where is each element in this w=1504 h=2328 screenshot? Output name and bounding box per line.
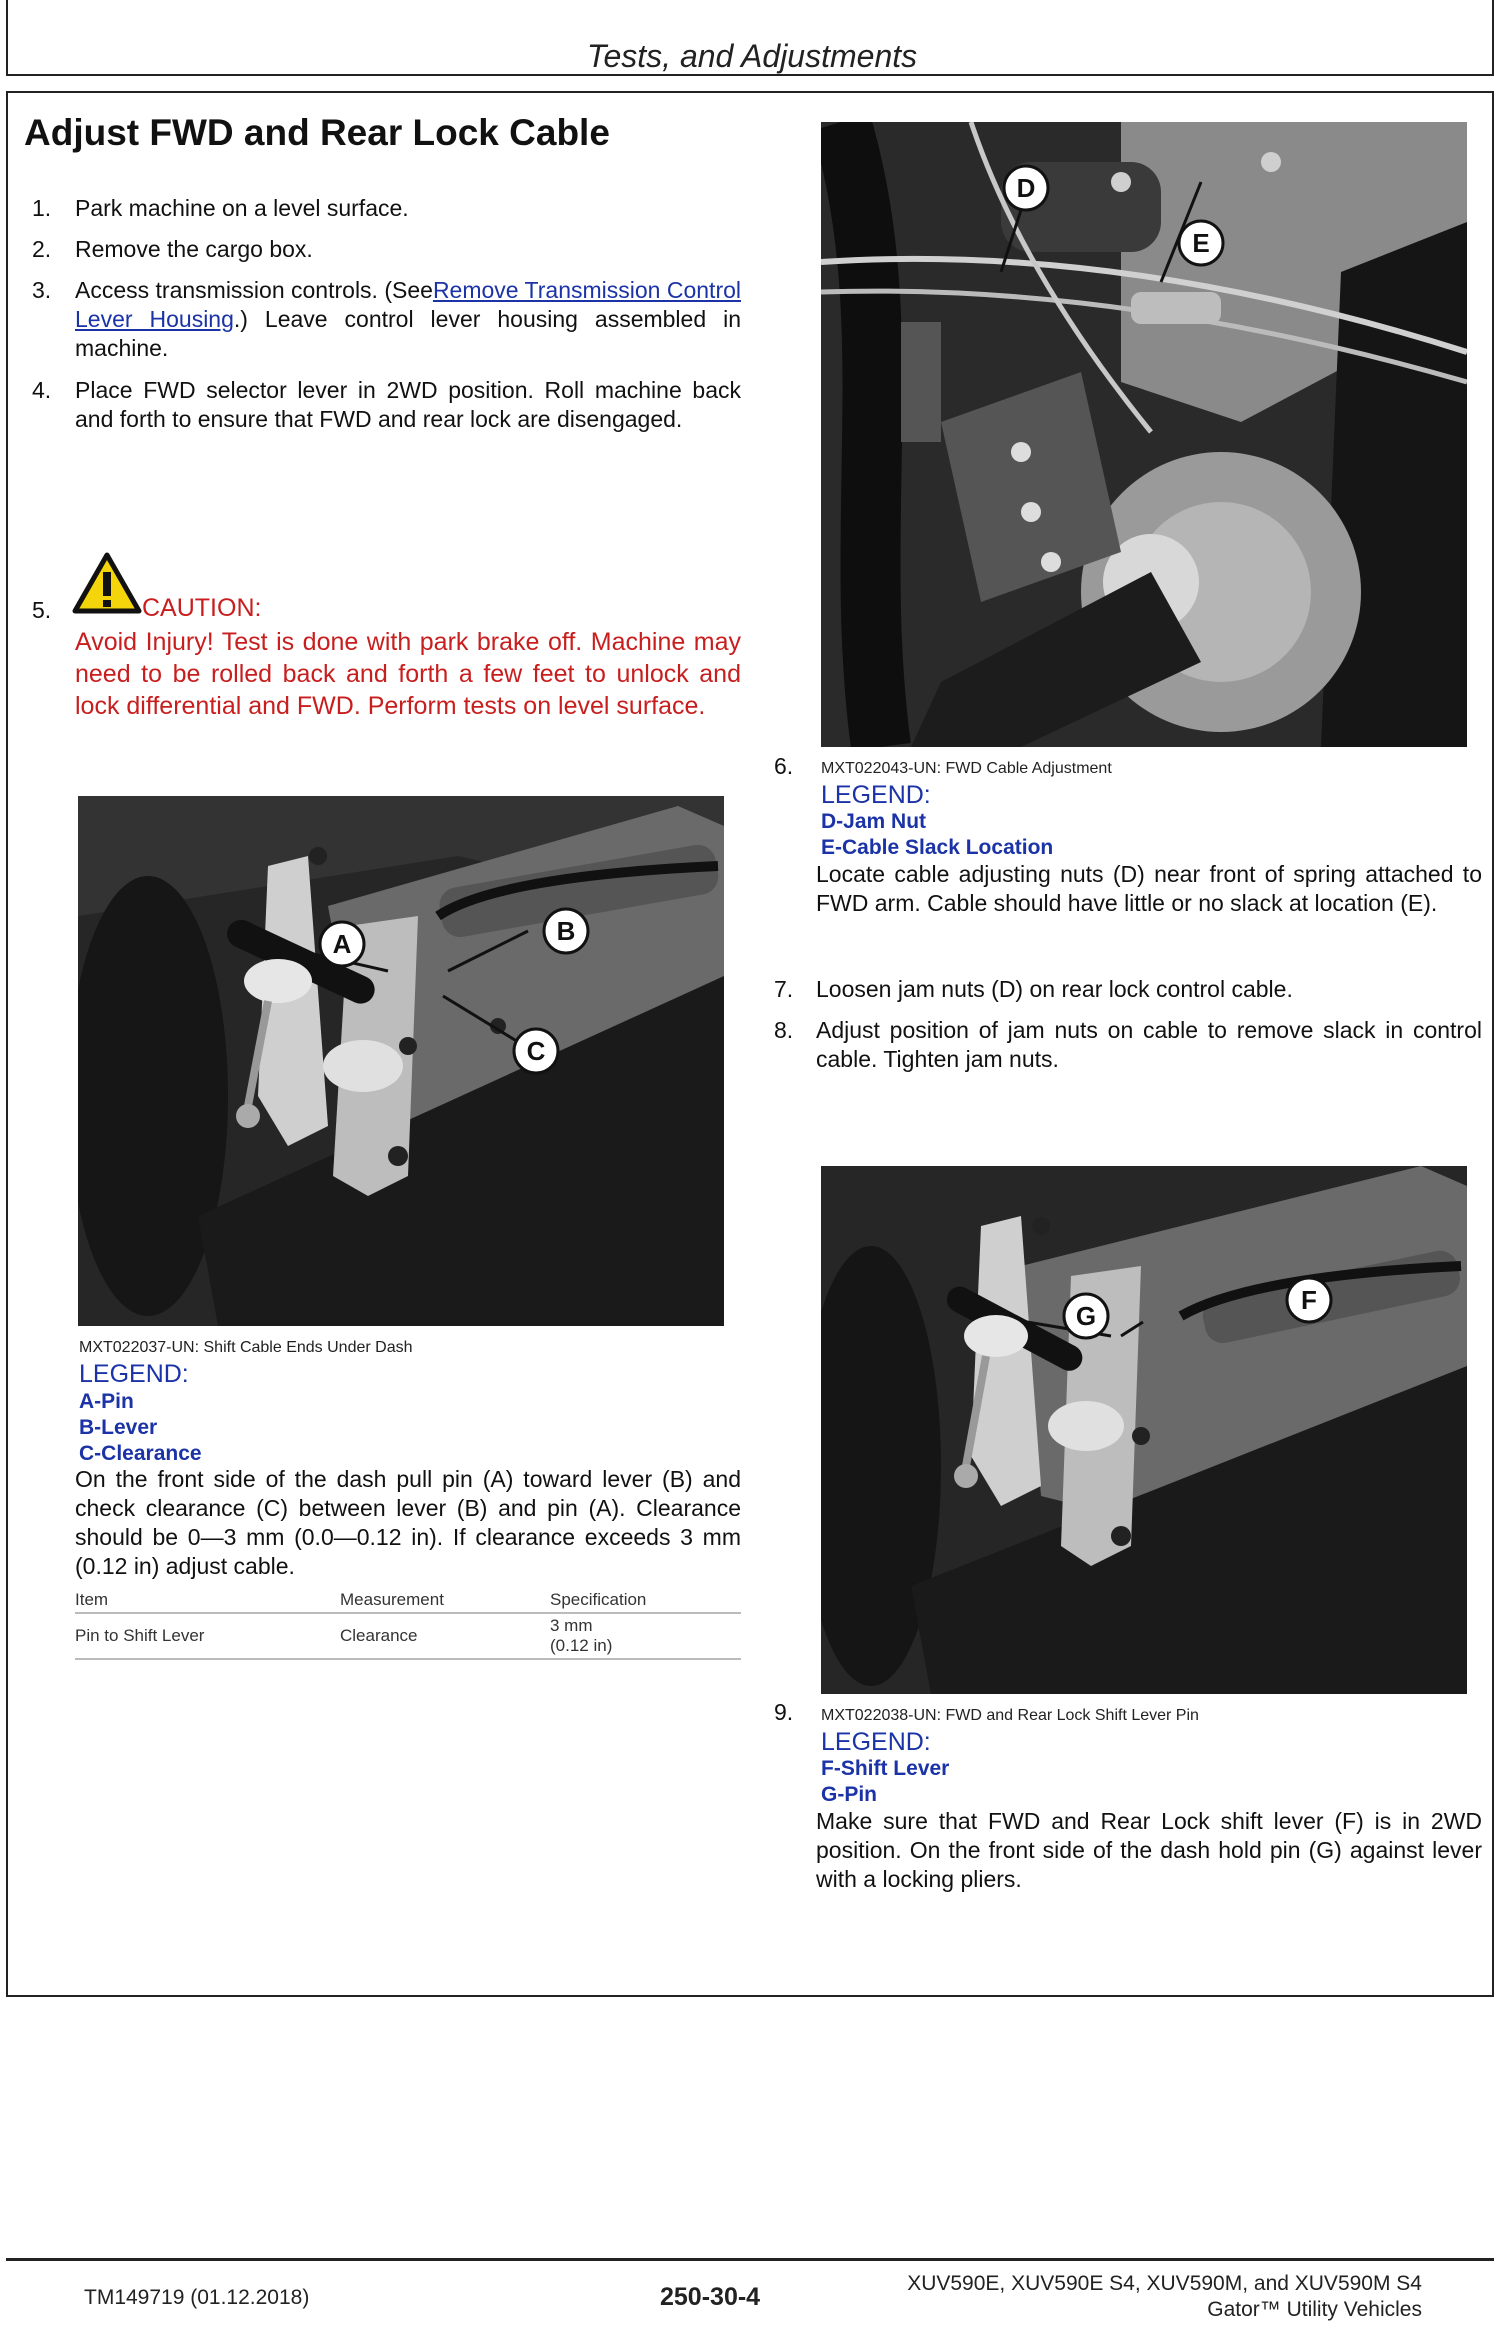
- step-6-text: Locate cable adjusting nuts (D) near front of spring attached to FWD arm. Cable should have little or no slack at location (E).: [816, 861, 1482, 916]
- spec-cell-measurement: Clearance: [340, 1626, 418, 1645]
- footer-models: XUV590E, XUV590E S4, XUV590M, and XUV590M S4: [907, 2272, 1422, 2295]
- legend-item-f-shift-lever: F-Shift Lever: [821, 1757, 950, 1780]
- step-3-post: .) Leave control lever housing assembled in machine.: [75, 306, 741, 361]
- step-3-number: 3.: [32, 277, 52, 303]
- spec-header-specification: Specification: [550, 1590, 647, 1609]
- figure-shift-lever-pin: [821, 1166, 1467, 1694]
- callout-a: A: [332, 929, 352, 959]
- callout-c: C: [526, 1036, 546, 1066]
- caution-label: CAUTION:: [142, 594, 262, 622]
- step-8-text: Adjust position of jam nuts on cable to remove slack in control cable. Tighten jam nuts.: [816, 1017, 1482, 1072]
- step-3-pre: Access transmission controls. (See: [75, 277, 433, 303]
- step-9-number: 9.: [774, 1699, 794, 1725]
- figure2-legend-heading: LEGEND:: [821, 781, 931, 809]
- step-2-number: 2.: [32, 236, 52, 262]
- section-title: Adjust FWD and Rear Lock Cable: [24, 112, 610, 153]
- footer-product: Gator™ Utility Vehicles: [1207, 2298, 1422, 2321]
- warning-triangle-icon: [72, 552, 142, 614]
- footer-rule: [6, 2258, 1494, 2261]
- spec-header-item: Item: [75, 1590, 109, 1609]
- figure1-legend-heading: LEGEND:: [79, 1360, 189, 1388]
- spec-value-mm: 3 mm: [550, 1616, 593, 1635]
- step-7-text: Loosen jam nuts (D) on rear lock control cable.: [816, 976, 1293, 1002]
- step-4-text: Place FWD selector lever in 2WD position. Roll machine back and forth to ensure that FWD and rear lock are disengaged.: [75, 377, 741, 432]
- step-9-text: Make sure that FWD and Rear Lock shift lever (F) is in 2WD position. On the front side of the dash hold pin (G) against lever with a locking pliers.: [816, 1808, 1482, 1892]
- step-3-text: [75, 276, 741, 363]
- legend-item-g-pin: G-Pin: [821, 1783, 877, 1806]
- footer-doc-id: TM149719 (01.12.2018): [84, 2286, 310, 2309]
- step-1-text: Park machine on a level surface.: [75, 195, 409, 221]
- legend-item-c-clearance: C-Clearance: [79, 1442, 202, 1465]
- callout-d: D: [1016, 173, 1036, 203]
- step-1-number: 1.: [32, 195, 52, 221]
- step-7-number: 7.: [774, 976, 794, 1002]
- figure3-legend-heading: LEGEND:: [821, 1728, 931, 1756]
- spec-cell-item: Pin to Shift Lever: [75, 1626, 205, 1645]
- legend-item-a-pin: A-Pin: [79, 1390, 134, 1413]
- legend-item-e-cable-slack: E-Cable Slack Location: [821, 836, 1054, 859]
- figure2-caption: MXT022043-UN: FWD Cable Adjustment: [821, 760, 1112, 777]
- callout-e: E: [1192, 228, 1210, 258]
- caution-text: Avoid Injury! Test is done with park brake off. Machine may need to be rolled back and forth a few feet to unlock and lock differential and FWD. Perform tests on level surface.: [75, 628, 741, 720]
- figure3-caption: MXT022038-UN: FWD and Rear Lock Shift Lever Pin: [821, 1707, 1199, 1724]
- footer-page-number: 250-30-4: [660, 2283, 761, 2311]
- spec-table: [75, 1588, 741, 1660]
- page-header-title: Tests, and Adjustments: [586, 38, 918, 74]
- figure-fwd-cable-adjustment: [821, 122, 1467, 747]
- figure1-body-text: On the front side of the dash pull pin (A) toward lever (B) and check clearance (C) between lever (B) and pin (A). Clearance should be 0—3 mm (0.0—0.12 in). If clearance exceeds 3 mm (0.12 in) adjust cable.: [75, 1466, 741, 1579]
- legend-item-b-lever: B-Lever: [79, 1416, 158, 1439]
- callout-g: G: [1075, 1301, 1097, 1331]
- step-5-number: 5.: [32, 597, 52, 623]
- spec-value-in: (0.12 in): [550, 1636, 613, 1655]
- spec-header-measurement: Measurement: [340, 1590, 444, 1609]
- figure-shift-cable-ends: [78, 796, 724, 1326]
- step-2-text: Remove the cargo box.: [75, 236, 313, 262]
- remove-transmission-link[interactable]: Remove Transmission Control Lever Housing: [75, 277, 742, 332]
- step-4-number: 4.: [32, 377, 52, 403]
- spec-cell-specification: [550, 1613, 741, 1659]
- legend-item-d-jam-nut: D-Jam Nut: [821, 810, 927, 833]
- callout-f: F: [1301, 1285, 1317, 1315]
- step-6-number: 6.: [774, 753, 794, 779]
- step-8-number: 8.: [774, 1017, 794, 1043]
- figure1-caption: MXT022037-UN: Shift Cable Ends Under Dash: [79, 1339, 413, 1356]
- callout-b: B: [556, 916, 576, 946]
- table-row: [75, 1613, 741, 1659]
